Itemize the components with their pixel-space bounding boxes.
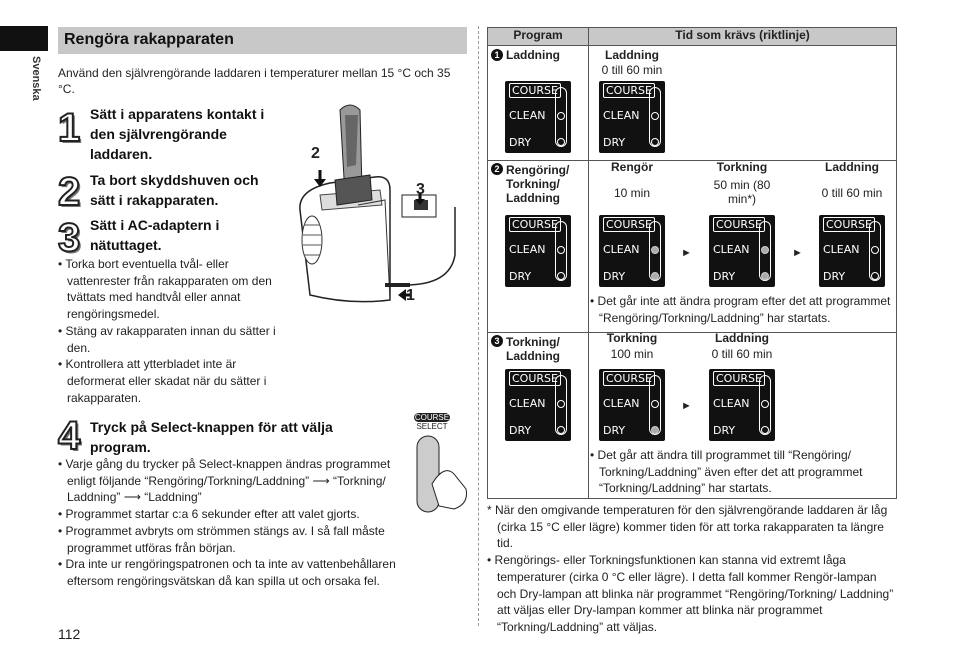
course-panel-icon [505, 215, 571, 287]
indicator-lamp [651, 138, 659, 146]
panel-label: COURSE [509, 371, 561, 386]
bullet: • Programmet startar c:a 6 sekunder efter att valet gjorts. [58, 507, 360, 522]
course-panel-icon [819, 215, 885, 287]
language-tab [0, 26, 48, 51]
course-panel-icon [599, 369, 665, 441]
indicator-lamp [761, 426, 769, 434]
course-panel-icon [709, 369, 775, 441]
panel-label: CLEAN [823, 243, 860, 256]
panel-label: COURSE [509, 83, 561, 98]
row2-head-1: Rengör [611, 160, 653, 174]
panel-label: DRY [509, 424, 532, 437]
panel-label: DRY [823, 270, 846, 283]
panel-label: CLEAN [713, 397, 750, 410]
indicator-lamp [651, 272, 659, 280]
bullet: • Stäng av rakapparaten innan du sätter i den. [58, 323, 276, 355]
row3-head-2: Laddning [715, 331, 769, 345]
row3-val-2: 0 till 60 min [711, 347, 773, 361]
figure-label-2: 2 [311, 145, 320, 162]
section-title: Rengöra rakapparaten [64, 31, 234, 48]
indicator-lamp [871, 246, 879, 254]
figure-label-1: 1 [406, 287, 415, 304]
row1-sub-head: Laddning [605, 48, 659, 62]
row2-note: • Det går inte att ändra program efter det att programmet “Rengöring/Torkning/Laddning” har startats. [590, 294, 891, 325]
panel-label: DRY [603, 136, 626, 149]
course-panel-icon [599, 215, 665, 287]
course-panel-icon [599, 81, 665, 153]
row-2-label: 2 Rengöring/ Torkning/ Laddning [488, 161, 589, 333]
col-time-header: Tid som krävs (riktlinje) [589, 28, 897, 46]
footnotes [487, 502, 897, 636]
intro-text: Använd den självrengörande laddaren i temperaturer mellan 15 °C och 35 °C. [58, 66, 451, 96]
bullet: • Kontrollera att ytterbladet inte är deformerat eller skadat när du sätter i rakapparaten. [58, 357, 267, 405]
indicator-lamp [761, 272, 769, 280]
panel-label: CLEAN [713, 243, 750, 256]
column-divider [478, 26, 479, 626]
panel-label: DRY [509, 136, 532, 149]
step-2-number: 2 [58, 170, 81, 214]
course-panel-icon [505, 81, 571, 153]
panel-label: DRY [713, 270, 736, 283]
row2-arrow-1: ► [681, 247, 692, 259]
indicator-lamp [871, 272, 879, 280]
row2-val-3: 0 till 60 min [821, 186, 883, 200]
figure-label-3: 3 [416, 181, 425, 198]
course-panel-icon [505, 369, 571, 441]
panel-label: CLEAN [509, 243, 546, 256]
panel-label: DRY [603, 424, 626, 437]
bullet: • Varje gång du trycker på Select-knappen ändras programmet enligt följande “Rengöring/Torkning/Laddning” ⟶ “Torkning/ Laddning” ⟶ “Laddning” [58, 457, 391, 505]
panel-label: COURSE [603, 83, 655, 98]
panel-label: CLEAN [509, 109, 546, 122]
panel-label: COURSE [713, 217, 765, 232]
panel-label: COURSE [713, 371, 765, 386]
row3-note: • Det går att ändra till programmet till “Rengöring/ Torkning/Laddning” även efter det att programmet “Torkning/Laddning” har startats. [590, 448, 863, 496]
footnote-bullet: • Rengörings- eller Torkningsfunktionen kan stanna vid extremt låga temperaturer (cirka 0 °C eller lägre). I detta fall kommer Rengör-lampan och Dry-lampan att blinka när programmet “Rengöring/Torkning/ Laddning” att väljas eller Dry-lampan kommer att blinka när programmet “Torkning/Laddning” att väljas. [487, 553, 894, 634]
charger-illustration [290, 95, 470, 310]
step-3-number: 3 [58, 216, 81, 260]
indicator-lamp [651, 400, 659, 408]
row1-sub-val: 0 till 60 min [601, 63, 663, 77]
row2-val-1: 10 min [613, 186, 651, 200]
step-4-number: 4 [58, 414, 81, 458]
indicator-lamp [651, 426, 659, 434]
indicator-lamp [557, 426, 565, 434]
indicator-lamp [557, 400, 565, 408]
step-4-text: Tryck på Select-knappen för att välja program. [90, 419, 333, 455]
panel-label: COURSE [509, 217, 561, 232]
course-select-label [414, 413, 450, 429]
select-text: SELECT [416, 422, 448, 431]
col-program-header: Program [488, 28, 589, 46]
panel-label: DRY [509, 270, 532, 283]
panel-label: CLEAN [603, 397, 640, 410]
indicator-lamp [761, 400, 769, 408]
step-4-bullets [58, 456, 406, 590]
row3-arrow: ► [681, 400, 692, 412]
row3-head-1: Torkning [606, 331, 658, 345]
indicator-lamp [557, 138, 565, 146]
row-3-label: 3 Torkning/ Laddning [488, 333, 589, 499]
row-1-label: 1 Laddning [488, 46, 589, 161]
footnote-star: * När den omgivande temperaturen för den självrengörande laddaren är låg (cirka 15 °C eller lägre) kommer tiden för att torka rakapparaten ta längre tid. [487, 503, 888, 551]
row2-arrow-2: ► [792, 247, 803, 259]
indicator-lamp [761, 246, 769, 254]
course-text: COURSE [414, 413, 450, 422]
row2-head-2: Torkning [716, 160, 768, 174]
bullet: • Dra inte ur rengöringspatronen och ta inte av vattenbehållaren eftersom rengöringsvätskan då kan spilla ut och orsaka fel. [58, 557, 396, 588]
panel-label: DRY [713, 424, 736, 437]
row2-val-2: 50 min (80 min*) [713, 178, 771, 206]
indicator-lamp [557, 112, 565, 120]
panel-label: CLEAN [603, 109, 640, 122]
page-number: 112 [58, 626, 81, 642]
indicator-lamp [651, 112, 659, 120]
indicator-lamp [557, 246, 565, 254]
step-2-text: Ta bort skyddshuven och sätt i rakapparaten. [90, 172, 259, 208]
step-3-bullets [58, 256, 290, 406]
panel-label: CLEAN [603, 243, 640, 256]
panel-label: DRY [603, 270, 626, 283]
step-1-text: Sätt i apparatens kontakt i den självrengörande laddaren. [90, 106, 265, 162]
step-3-text: Sätt i AC-adaptern i nätuttaget. [90, 217, 220, 253]
select-button-hand-icon [414, 434, 470, 514]
panel-label: COURSE [603, 217, 655, 232]
step-1-number: 1 [58, 106, 81, 150]
indicator-lamp [651, 246, 659, 254]
panel-label: CLEAN [509, 397, 546, 410]
bullet: • Torka bort eventuella tvål- eller vattenrester från rakapparaten om den tvättats med handtvål eller annat rengöringsmedel. [58, 257, 272, 322]
row2-head-3: Laddning [825, 160, 879, 174]
panel-label: COURSE [823, 217, 875, 232]
panel-label: COURSE [603, 371, 655, 386]
course-panel-icon [709, 215, 775, 287]
row3-val-1: 100 min [610, 347, 654, 361]
bullet: • Programmet avbryts om strömmen stängs av. I så fall måste programmet utföras från början. [58, 523, 385, 555]
language-label: Svenska [30, 56, 42, 101]
indicator-lamp [557, 272, 565, 280]
